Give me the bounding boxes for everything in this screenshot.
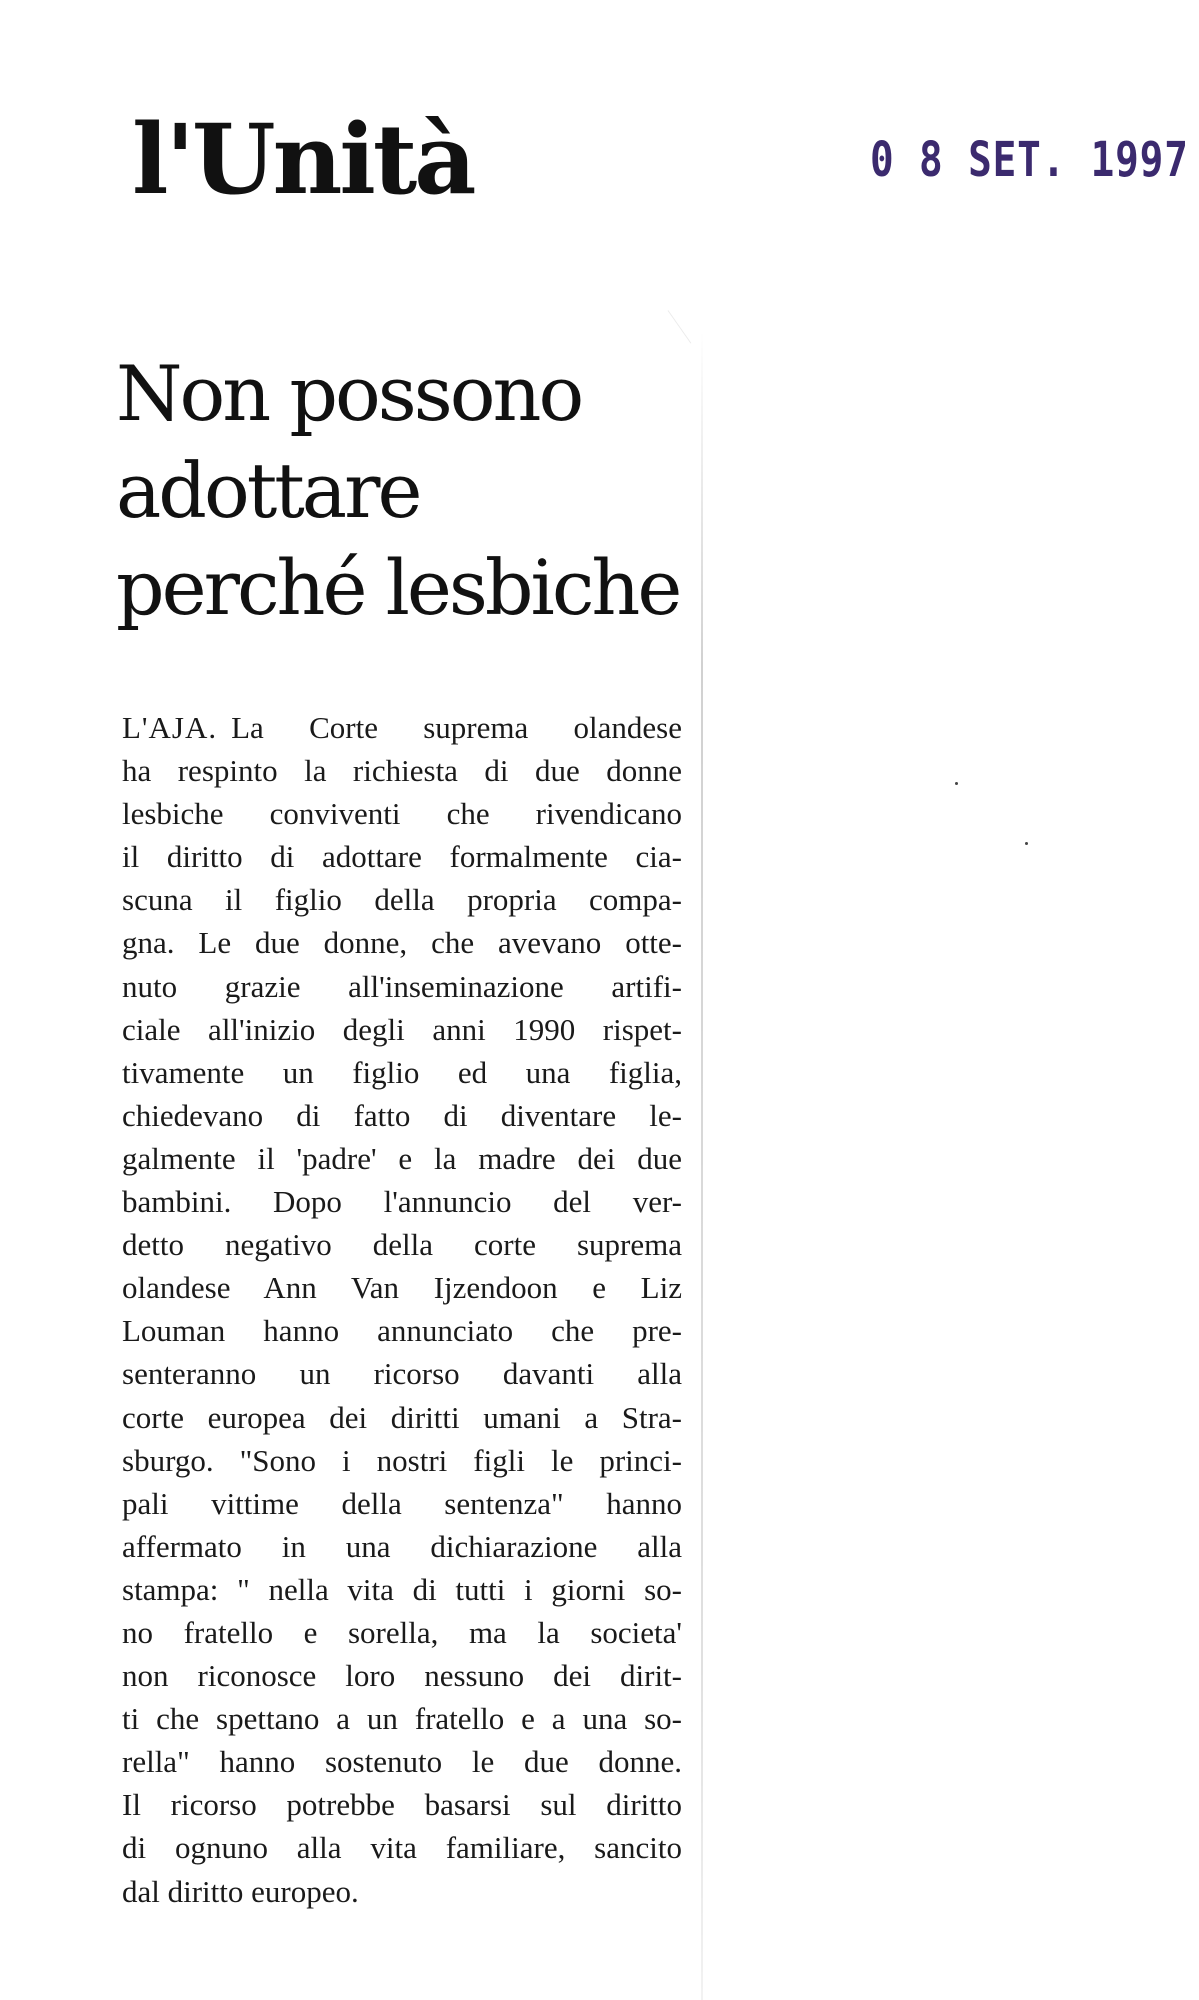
article-line: pali vittime della sentenza" hanno bbox=[122, 1485, 682, 1521]
headline-line: adottare bbox=[116, 446, 420, 535]
date-stamp: 0 8 SET. 1997 bbox=[870, 132, 1189, 188]
article-line: rella" hanno sostenuto le due donne. bbox=[122, 1744, 682, 1780]
article-line: nuto grazie all'inseminazione artifi- bbox=[122, 968, 682, 1004]
article-line: sburgo. "Sono i nostri figli le princi- bbox=[122, 1442, 682, 1478]
article-line: bambini. Dopo l'annuncio del ver- bbox=[122, 1184, 682, 1220]
article-line: gna. Le due donne, che avevano otte- bbox=[122, 925, 682, 961]
article-line: olandese Ann Van Ijzendoon e Liz bbox=[122, 1270, 682, 1306]
clipping-edge-corner bbox=[668, 310, 692, 343]
article-line: ciale all'inizio degli anni 1990 rispet- bbox=[122, 1011, 682, 1047]
article-line: Il ricorso potrebbe basarsi sul diritto bbox=[122, 1787, 682, 1823]
article-line: corte europea dei diritti umani a Stra- bbox=[122, 1399, 682, 1435]
article-line-text: La Corte suprema olandese bbox=[231, 710, 682, 745]
article-line: affermato in una dichiarazione alla bbox=[122, 1528, 682, 1564]
article-line: tivamente un figlio ed una figlia, bbox=[122, 1054, 682, 1090]
article-line: lesbiche conviventi che rivendicano bbox=[122, 796, 682, 832]
article-line: Louman hanno annunciato che pre- bbox=[122, 1313, 682, 1349]
scan-speck bbox=[955, 782, 958, 785]
article-line: ha respinto la richiesta di due donne bbox=[122, 753, 682, 789]
article-line: scuna il figlio della propria compa- bbox=[122, 882, 682, 918]
article-line: stampa: " nella vita di tutti i giorni so- bbox=[122, 1571, 682, 1607]
article-line: chiedevano di fatto di diventare le- bbox=[122, 1097, 682, 1133]
article-line: no fratello e sorella, ma la societa' bbox=[122, 1614, 682, 1650]
scan-speck bbox=[1025, 842, 1028, 845]
masthead: l'Unità bbox=[132, 103, 474, 216]
article-line: galmente il 'padre' e la madre dei due bbox=[122, 1140, 682, 1176]
headline bbox=[116, 345, 716, 636]
headline-line: perché lesbiche bbox=[116, 543, 680, 632]
article-body bbox=[122, 706, 682, 1913]
article-line bbox=[122, 706, 682, 749]
article-line: non riconosce loro nessuno dei dirit- bbox=[122, 1658, 682, 1694]
article-line: ti che spettano a un fratello e a una so- bbox=[122, 1701, 682, 1737]
article-line: detto negativo della corte suprema bbox=[122, 1227, 682, 1263]
article-line: dal diritto europeo. bbox=[122, 1873, 359, 1909]
article-line: il diritto di adottare formalmente cia- bbox=[122, 839, 682, 875]
article-line: senteranno un ricorso davanti alla bbox=[122, 1356, 682, 1392]
headline-line: Non possono bbox=[116, 349, 582, 438]
dateline: L'AJA. bbox=[122, 710, 218, 745]
article-line: di ognuno alla vita familiare, sancito bbox=[122, 1830, 682, 1866]
